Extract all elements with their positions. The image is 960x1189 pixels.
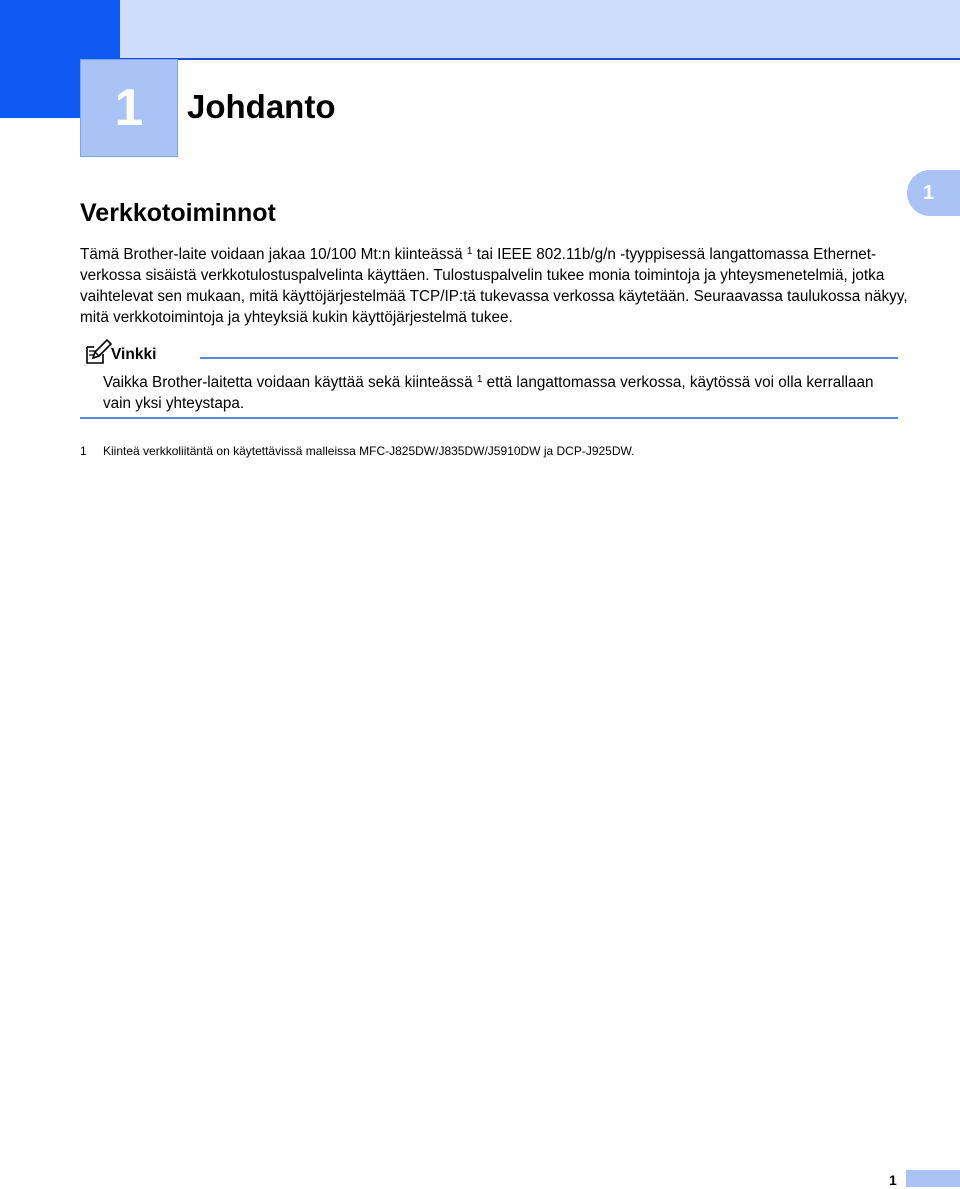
body-text-part1: Tämä Brother-laite voidaan jakaa 10/100 Mt:n kiinteässä	[80, 246, 467, 263]
header-band	[0, 0, 960, 60]
note-label: Vinkki	[111, 346, 157, 363]
page-number-tab	[906, 1170, 960, 1187]
note-pencil-icon	[84, 338, 112, 366]
note-header	[84, 338, 899, 366]
chapter-title: Johdanto	[187, 88, 336, 125]
note-text-part2: että langattomassa verkossa, käytössä voi olla kerrallaan vain yksi yhteystapa.	[103, 374, 874, 412]
page-number: 1	[889, 1172, 897, 1188]
note-footnote-reference[interactable]: 1	[476, 374, 483, 385]
note-text	[103, 372, 903, 414]
section-heading: Verkkotoiminnot	[80, 199, 276, 227]
body-text-part2: tai IEEE 802.11b/g/n -tyyppisessä langattomassa Ethernet-verkossa sisäistä verkkotulostuspalvelinta käyttäen. Tulostuspalvelin tukee monia toimintoja ja yhteysmenetelmiä, jotka vaihtelevat sen mukaan, mitä käyttöjärjestelmää TCP/IP:tä tukevassa verkossa käytetään. Seuraavassa taulukossa näkyy, mitä verkkotoimintoja ja yhteyksiä kukin käyttöjärjestelmä tukee.	[80, 246, 908, 326]
body-paragraph	[80, 244, 910, 328]
footnote-number: 1	[80, 444, 87, 458]
footnote-reference[interactable]: 1	[466, 246, 473, 257]
footnote-text: Kiinteä verkkoliitäntä on käytettävissä malleissa MFC-J825DW/J835DW/J5910DW ja DCP-J925DW.	[103, 444, 635, 458]
chapter-number-box	[80, 59, 178, 157]
note-text-part1: Vaikka Brother-laitetta voidaan käyttää sekä kiinteässä	[103, 374, 477, 391]
note-divider-bottom	[80, 417, 898, 419]
chapter-side-tab[interactable]: 1	[907, 170, 960, 216]
note-divider-top	[200, 357, 898, 359]
chapter-number: 1	[114, 79, 144, 137]
